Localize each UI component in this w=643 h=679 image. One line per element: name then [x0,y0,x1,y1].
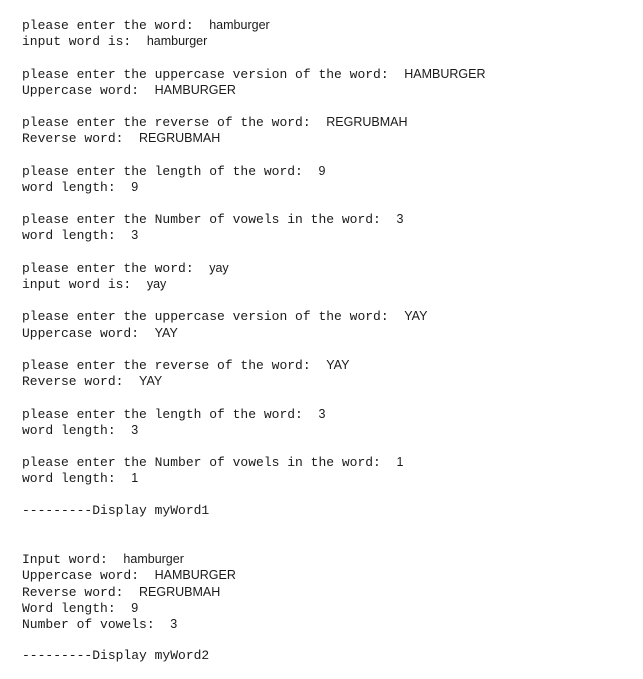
console-line [22,308,637,324]
console-prompt-label: input word is: [22,34,147,50]
console-line [22,470,637,486]
console-input-value: 3 [170,616,178,631]
blank-line [22,292,637,308]
blank-line [22,389,637,405]
console-input-value: YAY [404,309,428,324]
blank-line [22,244,637,260]
console-line [22,616,637,632]
console-prompt-label: Uppercase word: [22,82,155,98]
console-line [22,66,637,82]
console-input-value: YAY [154,325,178,340]
console-prompt-label: please enter the Number of vowels in the word: [22,455,397,471]
console-line [22,17,637,33]
console-line [22,584,637,600]
blank-line [22,632,637,648]
console-prompt-label: Reverse word: [22,374,140,390]
console-line [22,260,637,276]
console-line [22,373,637,389]
console-line [22,503,637,519]
console-line [22,211,637,227]
console-line [22,227,637,243]
console-prompt-label: word length: [22,471,132,487]
blank-line [22,147,637,163]
console-prompt-label: ---------Display myWord1 [22,502,210,518]
console-prompt-label: please enter the reverse of the word: [22,115,327,131]
console-prompt-label: please enter the uppercase version of the word: [22,66,405,82]
console-line [22,648,637,664]
console-prompt-label: word length: [22,228,132,244]
console-input-value: yay [146,277,167,291]
console-prompt-label: word length: [22,179,132,195]
console-prompt-label: Uppercase word: [22,568,155,584]
console-input-value: 3 [131,228,139,243]
console-prompt-label: please enter the word: [22,260,210,276]
console-input-value: 3 [131,422,139,437]
console-line [22,357,637,373]
console-input-value: 9 [318,163,326,178]
console-prompt-label: please enter the reverse of the word: [22,357,327,373]
console-input-value: hamburger [209,18,270,32]
console-prompt-label: input word is: [22,277,147,292]
console-prompt-label: Uppercase word: [22,325,155,341]
console-prompt-label: ---------Display myWord2 [22,648,210,664]
console-line [22,276,637,292]
console-prompt-label: please enter the Number of vowels in the word: [22,212,397,228]
blank-line [22,49,637,65]
console-line [22,82,637,98]
console-input-value: YAY [139,374,163,389]
console-input-value: HAMBURGER [154,568,236,583]
console-input-value: 9 [131,600,139,615]
console-line [22,551,637,567]
blank-line [22,486,637,502]
console-line [22,600,637,616]
console-prompt-label: please enter the uppercase version of the word: [22,309,405,325]
console-input-value: YAY [326,357,350,372]
console-output [22,17,637,665]
console-line [22,406,637,422]
console-line [22,114,637,130]
console-prompt-label: word length: [22,422,132,438]
console-prompt-label: please enter the length of the word: [22,406,319,422]
console-line [22,567,637,583]
console-input-value: 3 [318,406,326,421]
console-line [22,33,637,49]
console-input-value: 1 [131,471,139,486]
blank-line [22,519,637,535]
console-line [22,179,637,195]
console-prompt-label: please enter the length of the word: [22,163,319,179]
console-input-value: 9 [131,179,139,194]
blank-line [22,341,637,357]
console-input-value: hamburger [146,34,208,49]
console-prompt-label: Reverse word: [22,131,140,147]
console-prompt-label: Reverse word: [22,584,140,600]
blank-line [22,195,637,211]
blank-line [22,535,637,551]
console-input-value: HAMBURGER [404,66,486,81]
console-input-value: 3 [396,212,404,227]
console-input-value: HAMBURGER [154,82,236,97]
console-line [22,454,637,470]
console-prompt-label: Number of vowels: [22,616,171,632]
console-prompt-label: please enter the word: [22,18,210,33]
console-line [22,422,637,438]
console-line [22,130,637,146]
console-input-value: REGRUBMAH [139,584,221,599]
console-input-value: REGRUBMAH [326,115,408,130]
blank-line [22,98,637,114]
console-input-value: hamburger [123,552,184,567]
console-prompt-label: Word length: [22,600,132,616]
console-prompt-label: Input word: [22,552,124,568]
console-input-value: REGRUBMAH [139,131,221,146]
console-input-value: yay [209,260,229,275]
console-input-value: 1 [396,455,404,470]
console-line [22,163,637,179]
console-line [22,325,637,341]
blank-line [22,438,637,454]
